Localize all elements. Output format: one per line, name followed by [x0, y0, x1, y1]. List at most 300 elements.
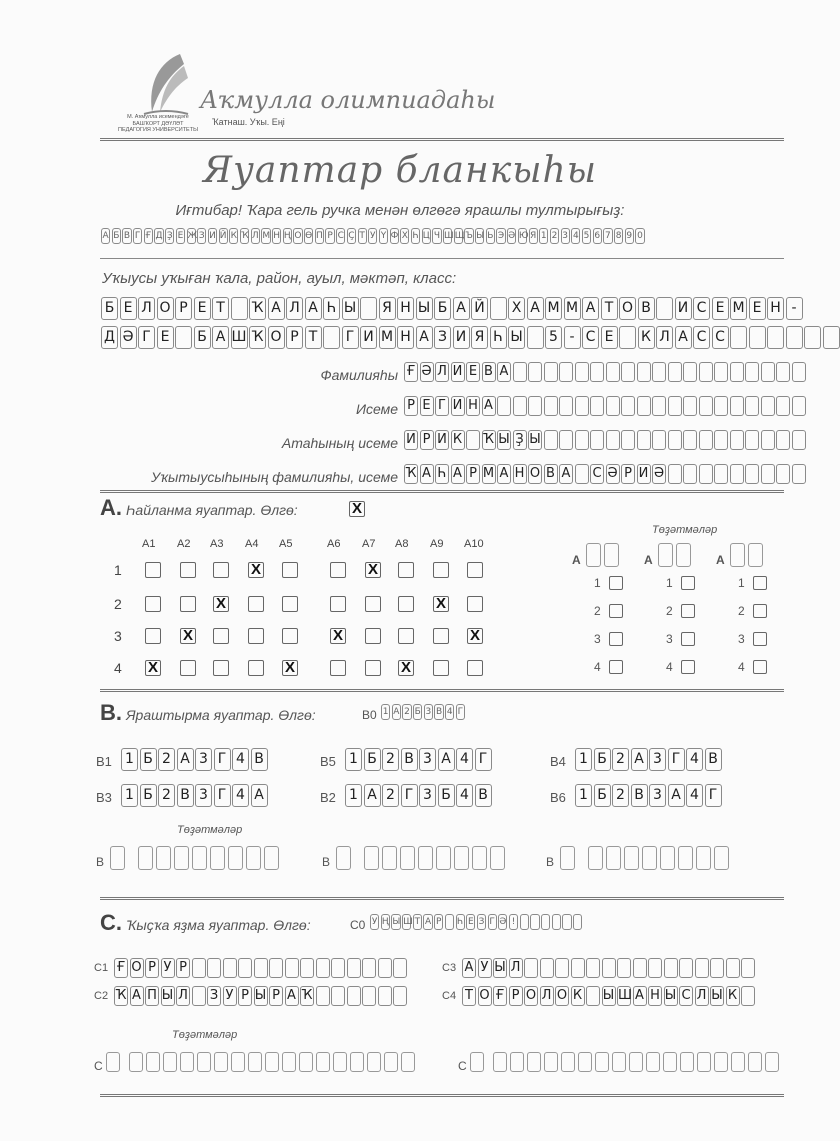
letter-cell[interactable] — [652, 362, 666, 382]
letter-cell[interactable] — [730, 430, 744, 450]
answer-cell[interactable]: О — [524, 986, 538, 1006]
letter-cell[interactable]: Ҡ — [482, 430, 496, 450]
letter-cell[interactable] — [497, 396, 511, 416]
answer-cell[interactable] — [602, 958, 616, 978]
answer-checkbox[interactable] — [330, 562, 346, 578]
letter-cell[interactable] — [513, 362, 527, 382]
letter-cell[interactable] — [668, 396, 682, 416]
answer-cell[interactable] — [524, 958, 538, 978]
answer-checkbox[interactable] — [365, 596, 381, 612]
letter-cell[interactable]: А — [559, 464, 573, 484]
answer-checkbox[interactable]: X — [398, 660, 414, 676]
alphabet-cell[interactable]: О — [293, 228, 302, 244]
letter-cell[interactable] — [490, 297, 507, 320]
answer-cell[interactable]: Г — [475, 748, 492, 771]
example-cell[interactable]: 3 — [424, 704, 433, 720]
letter-cell[interactable]: А — [451, 464, 465, 484]
letter-cell[interactable]: Л — [138, 297, 155, 320]
letter-cell[interactable]: И — [360, 326, 377, 349]
letter-cell[interactable]: О — [157, 297, 174, 320]
alphabet-cell[interactable]: 1 — [539, 228, 548, 244]
example-cell[interactable]: Е — [466, 914, 475, 930]
letter-cell[interactable]: Х — [508, 297, 525, 320]
answer-cell[interactable]: Б — [438, 784, 455, 807]
letter-cell[interactable]: Ы — [416, 297, 433, 320]
school-line-2[interactable] — [101, 326, 840, 349]
answer-cell[interactable]: В — [177, 784, 194, 807]
correction-checkbox[interactable] — [681, 576, 695, 590]
answer-cell[interactable]: В — [631, 784, 648, 807]
answer-cell[interactable] — [269, 958, 283, 978]
letter-cell[interactable]: Ш — [231, 326, 248, 349]
answer-cell[interactable] — [695, 958, 709, 978]
letter-cell[interactable] — [683, 396, 697, 416]
alphabet-cell[interactable]: Ү — [379, 228, 388, 244]
answer-cell[interactable] — [238, 958, 252, 978]
letter-cell[interactable] — [606, 396, 620, 416]
correction-cells[interactable] — [730, 543, 763, 567]
letter-cell[interactable]: А — [416, 326, 433, 349]
letter-cell[interactable]: Һ — [435, 464, 449, 484]
answer-cell[interactable]: 2 — [612, 784, 629, 807]
answer-checkbox[interactable] — [213, 562, 229, 578]
alphabet-cell[interactable]: 5 — [582, 228, 591, 244]
answer-cell[interactable]: Г — [214, 784, 231, 807]
answer-cell[interactable]: Г — [401, 784, 418, 807]
answer-cell[interactable]: Ы — [493, 958, 507, 978]
answer-checkbox[interactable]: X — [213, 596, 229, 612]
correction-checkbox[interactable] — [753, 604, 767, 618]
answer-cell[interactable]: У — [161, 958, 175, 978]
answer-cell[interactable]: А — [438, 748, 455, 771]
letter-cell[interactable]: Ҡ — [249, 326, 266, 349]
letter-cell[interactable]: М — [545, 297, 562, 320]
answer-cell[interactable] — [571, 958, 585, 978]
alphabet-cell[interactable]: Һ — [411, 228, 420, 244]
letter-cell[interactable]: В — [482, 362, 496, 382]
answer-cell[interactable]: А — [462, 958, 476, 978]
letter-cell[interactable] — [637, 430, 651, 450]
correction-checkbox[interactable] — [609, 632, 623, 646]
answer-cell[interactable] — [540, 958, 554, 978]
letter-cell[interactable]: С — [693, 326, 710, 349]
letter-cell[interactable] — [761, 362, 775, 382]
letter-cell[interactable] — [761, 396, 775, 416]
answer-cell[interactable]: У — [223, 986, 237, 1006]
teacher-field[interactable] — [404, 464, 806, 484]
alphabet-cell[interactable]: Л — [251, 228, 260, 244]
example-cell[interactable] — [541, 914, 550, 930]
letter-cell[interactable] — [730, 464, 744, 484]
answer-cell[interactable]: 3 — [649, 784, 666, 807]
answer-cell[interactable]: 2 — [382, 784, 399, 807]
answer-cell[interactable] — [362, 986, 376, 1006]
letter-cell[interactable] — [621, 396, 635, 416]
answer-checkbox[interactable] — [467, 596, 483, 612]
letter-cell[interactable] — [575, 362, 589, 382]
letter-cell[interactable]: Е — [420, 396, 434, 416]
answer-checkbox[interactable] — [213, 628, 229, 644]
alphabet-cell[interactable]: Ж — [187, 228, 196, 244]
b-answer-cells[interactable] — [345, 748, 492, 771]
answer-checkbox[interactable] — [213, 660, 229, 676]
letter-cell[interactable] — [544, 430, 558, 450]
letter-cell[interactable]: И — [451, 396, 465, 416]
answer-checkbox[interactable] — [433, 628, 449, 644]
letter-cell[interactable]: М — [564, 297, 581, 320]
letter-cell[interactable]: Г — [435, 396, 449, 416]
letter-cell[interactable] — [683, 430, 697, 450]
letter-cell[interactable]: А — [268, 297, 285, 320]
letter-cell[interactable] — [776, 396, 790, 416]
letter-cell[interactable] — [749, 326, 766, 349]
answer-cell[interactable]: О — [555, 986, 569, 1006]
example-cell[interactable] — [552, 914, 561, 930]
letter-cell[interactable]: Я — [471, 326, 488, 349]
example-cell[interactable] — [520, 914, 529, 930]
answer-cell[interactable]: Р — [176, 958, 190, 978]
answer-cell[interactable]: В — [251, 748, 268, 771]
answer-cell[interactable] — [362, 958, 376, 978]
answer-cell[interactable]: З — [207, 986, 221, 1006]
letter-cell[interactable] — [730, 396, 744, 416]
letter-cell[interactable]: М — [379, 326, 396, 349]
alphabet-cell[interactable]: Ә — [507, 228, 516, 244]
answer-cell[interactable] — [555, 958, 569, 978]
answer-cell[interactable] — [347, 986, 361, 1006]
answer-cell[interactable] — [726, 958, 740, 978]
letter-cell[interactable] — [652, 396, 666, 416]
letter-cell[interactable] — [730, 362, 744, 382]
letter-cell[interactable]: - — [786, 297, 803, 320]
letter-cell[interactable] — [637, 396, 651, 416]
name-field[interactable] — [404, 396, 806, 416]
answer-cell[interactable]: Ы — [254, 986, 268, 1006]
answer-cell[interactable] — [741, 986, 755, 1006]
example-cell[interactable]: Ы — [391, 914, 400, 930]
answer-checkbox[interactable] — [282, 562, 298, 578]
answer-cell[interactable]: Ш — [617, 986, 631, 1006]
letter-cell[interactable] — [767, 326, 784, 349]
answer-cell[interactable] — [741, 958, 755, 978]
example-cell[interactable]: Г — [488, 914, 497, 930]
answer-cell[interactable]: Р — [509, 986, 523, 1006]
letter-cell[interactable]: Б — [101, 297, 118, 320]
answer-cell[interactable]: 3 — [649, 748, 666, 771]
answer-cell[interactable]: В — [705, 748, 722, 771]
answer-checkbox[interactable] — [330, 660, 346, 676]
answer-cell[interactable]: Г — [214, 748, 231, 771]
alphabet-cell[interactable]: Э — [496, 228, 505, 244]
letter-cell[interactable] — [559, 430, 573, 450]
letter-cell[interactable] — [668, 430, 682, 450]
letter-cell[interactable]: И — [435, 430, 449, 450]
b-answer-cells[interactable] — [575, 748, 722, 771]
alphabet-cell[interactable]: К — [229, 228, 238, 244]
example-cell[interactable]: 4 — [445, 704, 454, 720]
answer-cell[interactable]: 4 — [456, 784, 473, 807]
answer-checkbox[interactable]: X — [180, 628, 196, 644]
alphabet-cell[interactable]: Р — [325, 228, 334, 244]
correction-checkbox[interactable] — [609, 576, 623, 590]
letter-cell[interactable] — [730, 326, 747, 349]
c-answer-cells[interactable] — [114, 986, 407, 1006]
answer-cell[interactable]: 3 — [419, 748, 436, 771]
answer-cell[interactable]: Б — [594, 748, 611, 771]
letter-cell[interactable]: 5 — [545, 326, 562, 349]
b-answer-cells[interactable] — [345, 784, 492, 807]
answer-checkbox[interactable] — [145, 596, 161, 612]
example-cell[interactable]: Һ — [456, 914, 465, 930]
alphabet-cell[interactable]: Ф — [390, 228, 399, 244]
answer-cell[interactable] — [192, 958, 206, 978]
correction-cells[interactable] — [110, 846, 279, 870]
answer-cell[interactable]: Ғ — [493, 986, 507, 1006]
alphabet-cell[interactable]: Б — [112, 228, 121, 244]
letter-cell[interactable]: С — [712, 326, 729, 349]
answer-cell[interactable]: Л — [176, 986, 190, 1006]
answer-cell[interactable] — [254, 958, 268, 978]
letter-cell[interactable] — [590, 430, 604, 450]
answer-cell[interactable]: Ы — [710, 986, 724, 1006]
letter-cell[interactable]: И — [637, 464, 651, 484]
answer-cell[interactable]: Л — [509, 958, 523, 978]
alphabet-cell[interactable]: Ч — [432, 228, 441, 244]
letter-cell[interactable]: Й — [471, 297, 488, 320]
answer-checkbox[interactable]: X — [145, 660, 161, 676]
letter-cell[interactable] — [619, 326, 636, 349]
letter-cell[interactable]: Ә — [652, 464, 666, 484]
answer-cell[interactable]: Ы — [664, 986, 678, 1006]
alphabet-cell[interactable]: Т — [358, 228, 367, 244]
letter-cell[interactable] — [745, 362, 759, 382]
answer-cell[interactable] — [285, 958, 299, 978]
letter-cell[interactable] — [323, 326, 340, 349]
answer-checkbox[interactable] — [365, 628, 381, 644]
answer-checkbox[interactable] — [282, 628, 298, 644]
answer-cell[interactable] — [192, 986, 206, 1006]
answer-cell[interactable] — [300, 958, 314, 978]
correction-checkbox[interactable] — [753, 632, 767, 646]
alphabet-cell[interactable]: Ҙ — [165, 228, 174, 244]
patronymic-field[interactable] — [404, 430, 806, 450]
correction-cells[interactable] — [336, 846, 505, 870]
letter-cell[interactable]: Н — [513, 464, 527, 484]
alphabet-cell[interactable]: Ц — [422, 228, 431, 244]
answer-cell[interactable]: 4 — [686, 748, 703, 771]
letter-cell[interactable] — [528, 396, 542, 416]
letter-cell[interactable] — [745, 396, 759, 416]
letter-cell[interactable]: Б — [194, 326, 211, 349]
alphabet-cell[interactable]: З — [197, 228, 206, 244]
letter-cell[interactable]: О — [268, 326, 285, 349]
answer-cell[interactable] — [316, 986, 330, 1006]
letter-cell[interactable]: А — [305, 297, 322, 320]
answer-checkbox[interactable] — [248, 596, 264, 612]
letter-cell[interactable]: А — [420, 464, 434, 484]
answer-checkbox[interactable] — [180, 562, 196, 578]
answer-cell[interactable] — [586, 958, 600, 978]
answer-checkbox[interactable] — [433, 660, 449, 676]
letter-cell[interactable]: Ә — [606, 464, 620, 484]
answer-cell[interactable]: Б — [364, 748, 381, 771]
answer-cell[interactable]: А — [364, 784, 381, 807]
letter-cell[interactable] — [652, 430, 666, 450]
answer-cell[interactable]: Н — [648, 986, 662, 1006]
letter-cell[interactable]: С — [590, 464, 604, 484]
letter-cell[interactable]: Ы — [508, 326, 525, 349]
b-answer-cells[interactable] — [575, 784, 722, 807]
answer-cell[interactable] — [331, 958, 345, 978]
letter-cell[interactable]: З — [434, 326, 451, 349]
answer-cell[interactable]: Ы — [161, 986, 175, 1006]
letter-cell[interactable]: Г — [342, 326, 359, 349]
letter-cell[interactable]: Р — [404, 396, 418, 416]
answer-cell[interactable] — [393, 986, 407, 1006]
answer-cell[interactable]: П — [145, 986, 159, 1006]
answer-cell[interactable]: Т — [462, 986, 476, 1006]
letter-cell[interactable] — [699, 430, 713, 450]
answer-cell[interactable] — [679, 958, 693, 978]
example-cell[interactable] — [530, 914, 539, 930]
letter-cell[interactable] — [360, 297, 377, 320]
answer-checkbox[interactable] — [398, 628, 414, 644]
letter-cell[interactable]: Ҡ — [404, 464, 418, 484]
alphabet-cell[interactable]: Х — [400, 228, 409, 244]
alphabet-cell[interactable]: Ш — [443, 228, 452, 244]
example-cell[interactable]: ! — [509, 914, 518, 930]
letter-cell[interactable] — [559, 362, 573, 382]
letter-cell[interactable]: Д — [101, 326, 118, 349]
letter-cell[interactable] — [231, 297, 248, 320]
letter-cell[interactable] — [714, 396, 728, 416]
answer-cell[interactable]: 2 — [158, 748, 175, 771]
alphabet-cell[interactable]: Ғ — [144, 228, 153, 244]
letter-cell[interactable]: Е — [120, 297, 137, 320]
answer-cell[interactable]: 1 — [121, 784, 138, 807]
answer-cell[interactable]: Г — [705, 784, 722, 807]
letter-cell[interactable]: Н — [397, 326, 414, 349]
example-cell[interactable]: Р — [434, 914, 443, 930]
letter-cell[interactable]: М — [482, 464, 496, 484]
letter-cell[interactable]: Я — [379, 297, 396, 320]
letter-cell[interactable] — [699, 396, 713, 416]
answer-cell[interactable]: 3 — [195, 748, 212, 771]
answer-cell[interactable]: Р — [145, 958, 159, 978]
answer-checkbox[interactable] — [180, 596, 196, 612]
c-answer-cells[interactable] — [462, 958, 755, 978]
letter-cell[interactable]: Е — [712, 297, 729, 320]
answer-cell[interactable] — [664, 958, 678, 978]
alphabet-cell[interactable]: Ю — [518, 228, 527, 244]
correction-checkbox[interactable] — [753, 660, 767, 674]
letter-cell[interactable] — [823, 326, 840, 349]
answer-cell[interactable]: А — [285, 986, 299, 1006]
alphabet-cell[interactable]: С — [336, 228, 345, 244]
answer-cell[interactable] — [710, 958, 724, 978]
answer-cell[interactable]: 2 — [612, 748, 629, 771]
letter-cell[interactable] — [699, 362, 713, 382]
letter-cell[interactable]: Н — [466, 396, 480, 416]
answer-checkbox[interactable] — [330, 596, 346, 612]
example-cell[interactable]: Б — [413, 704, 422, 720]
alphabet-cell[interactable]: Е — [176, 228, 185, 244]
answer-cell[interactable]: А — [633, 986, 647, 1006]
correction-checkbox[interactable] — [681, 604, 695, 618]
letter-cell[interactable] — [544, 396, 558, 416]
answer-cell[interactable]: Г — [668, 748, 685, 771]
letter-cell[interactable] — [656, 297, 673, 320]
alphabet-cell[interactable]: 4 — [571, 228, 580, 244]
letter-cell[interactable] — [792, 396, 806, 416]
letter-cell[interactable]: О — [528, 464, 542, 484]
letter-cell[interactable]: Ы — [342, 297, 359, 320]
answer-cell[interactable]: 2 — [158, 784, 175, 807]
letter-cell[interactable]: В — [638, 297, 655, 320]
answer-cell[interactable] — [331, 986, 345, 1006]
answer-cell[interactable] — [633, 958, 647, 978]
alphabet-cell[interactable]: Д — [154, 228, 163, 244]
correction-checkbox[interactable] — [681, 632, 695, 646]
alphabet-cell[interactable]: Ъ — [464, 228, 473, 244]
letter-cell[interactable] — [575, 396, 589, 416]
letter-cell[interactable]: И — [453, 326, 470, 349]
answer-cell[interactable]: Р — [269, 986, 283, 1006]
letter-cell[interactable]: К — [451, 430, 465, 450]
letter-cell[interactable]: Р — [621, 464, 635, 484]
correction-cells[interactable] — [470, 1052, 779, 1072]
answer-cell[interactable]: Б — [594, 784, 611, 807]
answer-cell[interactable]: Л — [540, 986, 554, 1006]
letter-cell[interactable] — [745, 464, 759, 484]
letter-cell[interactable] — [513, 396, 527, 416]
letter-cell[interactable] — [792, 362, 806, 382]
letter-cell[interactable]: Р — [466, 464, 480, 484]
letter-cell[interactable] — [804, 326, 821, 349]
example-cell[interactable]: Г — [456, 704, 465, 720]
answer-cell[interactable]: 3 — [195, 784, 212, 807]
letter-cell[interactable]: Б — [434, 297, 451, 320]
letter-cell[interactable] — [590, 362, 604, 382]
example-cell[interactable]: А — [423, 914, 432, 930]
answer-checkbox[interactable]: X — [433, 596, 449, 612]
answer-cell[interactable]: А — [130, 986, 144, 1006]
letter-cell[interactable] — [590, 396, 604, 416]
answer-checkbox[interactable]: X — [467, 628, 483, 644]
letter-cell[interactable]: Р — [286, 326, 303, 349]
answer-checkbox[interactable]: X — [282, 660, 298, 676]
alphabet-cell[interactable]: Й — [219, 228, 228, 244]
answer-cell[interactable]: 2 — [382, 748, 399, 771]
letter-cell[interactable] — [175, 326, 192, 349]
letter-cell[interactable] — [621, 430, 635, 450]
letter-cell[interactable] — [683, 362, 697, 382]
letter-cell[interactable]: И — [404, 430, 418, 450]
example-cell[interactable]: Ш — [402, 914, 411, 930]
b-answer-cells[interactable] — [121, 748, 268, 771]
letter-cell[interactable] — [606, 430, 620, 450]
letter-cell[interactable]: А — [497, 362, 511, 382]
example-cell[interactable]: В — [434, 704, 443, 720]
example-cell[interactable]: А — [392, 704, 401, 720]
letter-cell[interactable] — [761, 464, 775, 484]
letter-cell[interactable]: Е — [157, 326, 174, 349]
letter-cell[interactable] — [466, 430, 480, 450]
letter-cell[interactable] — [776, 464, 790, 484]
letter-cell[interactable] — [761, 430, 775, 450]
alphabet-cell[interactable]: Ҡ — [240, 228, 249, 244]
answer-cell[interactable] — [378, 986, 392, 1006]
